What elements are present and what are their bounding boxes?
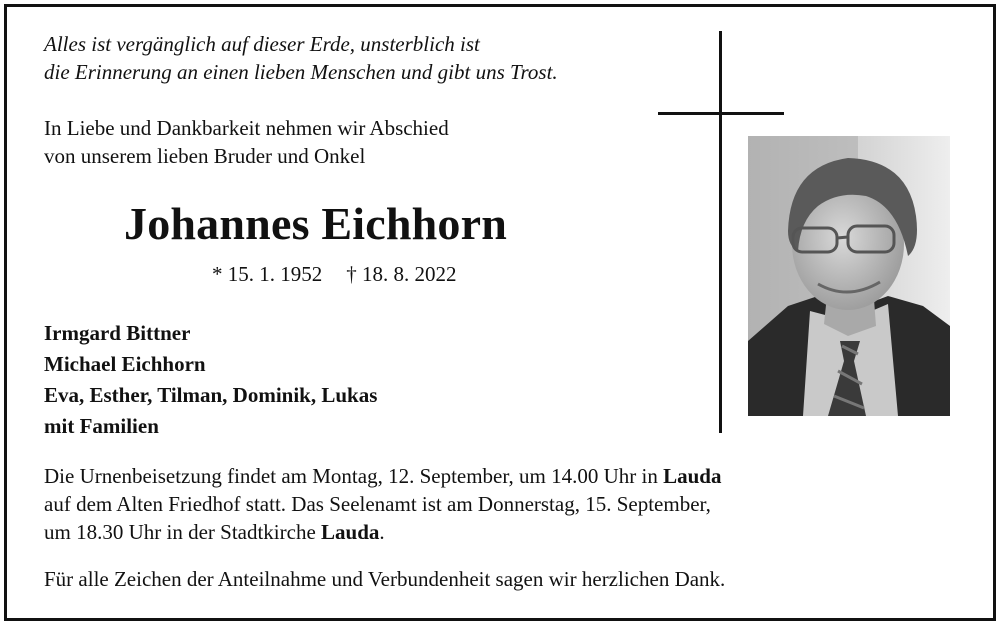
intro-line-2: von unserem lieben Bruder und Onkel xyxy=(44,144,366,168)
portrait-photo xyxy=(748,136,950,416)
motto-line-2: die Erinnerung an einen lieben Menschen und gibt uns Trost. xyxy=(44,60,558,84)
birth-date: * 15. 1. 1952 xyxy=(212,262,323,286)
cross-icon-horizontal xyxy=(658,112,784,115)
church-place: Lauda xyxy=(321,520,380,544)
service-line-3-end: . xyxy=(379,520,385,544)
mourner-item: Eva, Esther, Tilman, Dominik, Lukas xyxy=(44,383,378,407)
service-line-2: auf dem Alten Friedhof statt. Das Seelenamt ist am Donnerstag, 15. September, xyxy=(44,492,711,516)
mourner-item: Irmgard Bittner xyxy=(44,321,191,345)
intro-line-1: In Liebe und Dankbarkeit nehmen wir Abschied xyxy=(44,116,449,140)
life-dates xyxy=(212,260,457,288)
service-details xyxy=(44,462,722,546)
mourners-list xyxy=(44,318,377,442)
service-line-3-text: um 18.30 Uhr in der Stadtkirche xyxy=(44,520,322,544)
service-place: Lauda xyxy=(663,464,722,488)
death-date: † 18. 8. 2022 xyxy=(346,262,457,286)
deceased-name: Johannes Eichhorn xyxy=(124,198,508,249)
mourner-item: Michael Eichhorn xyxy=(44,352,206,376)
cross-icon-vertical xyxy=(719,31,722,433)
thanks-text: Für alle Zeichen der Anteilnahme und Verbundenheit sagen wir herzlichen Dank. xyxy=(44,567,726,591)
portrait-image xyxy=(748,136,950,416)
motto-line-1: Alles ist vergänglich auf dieser Erde, unsterblich ist xyxy=(44,32,480,56)
intro-text xyxy=(44,114,449,170)
motto-verse xyxy=(44,30,558,86)
service-line-1-text: Die Urnenbeisetzung findet am Montag, 12. September, um 14.00 Uhr in xyxy=(44,464,664,488)
service-line-3 xyxy=(44,518,722,546)
mourner-item: mit Familien xyxy=(44,414,159,438)
service-line-1 xyxy=(44,462,722,490)
